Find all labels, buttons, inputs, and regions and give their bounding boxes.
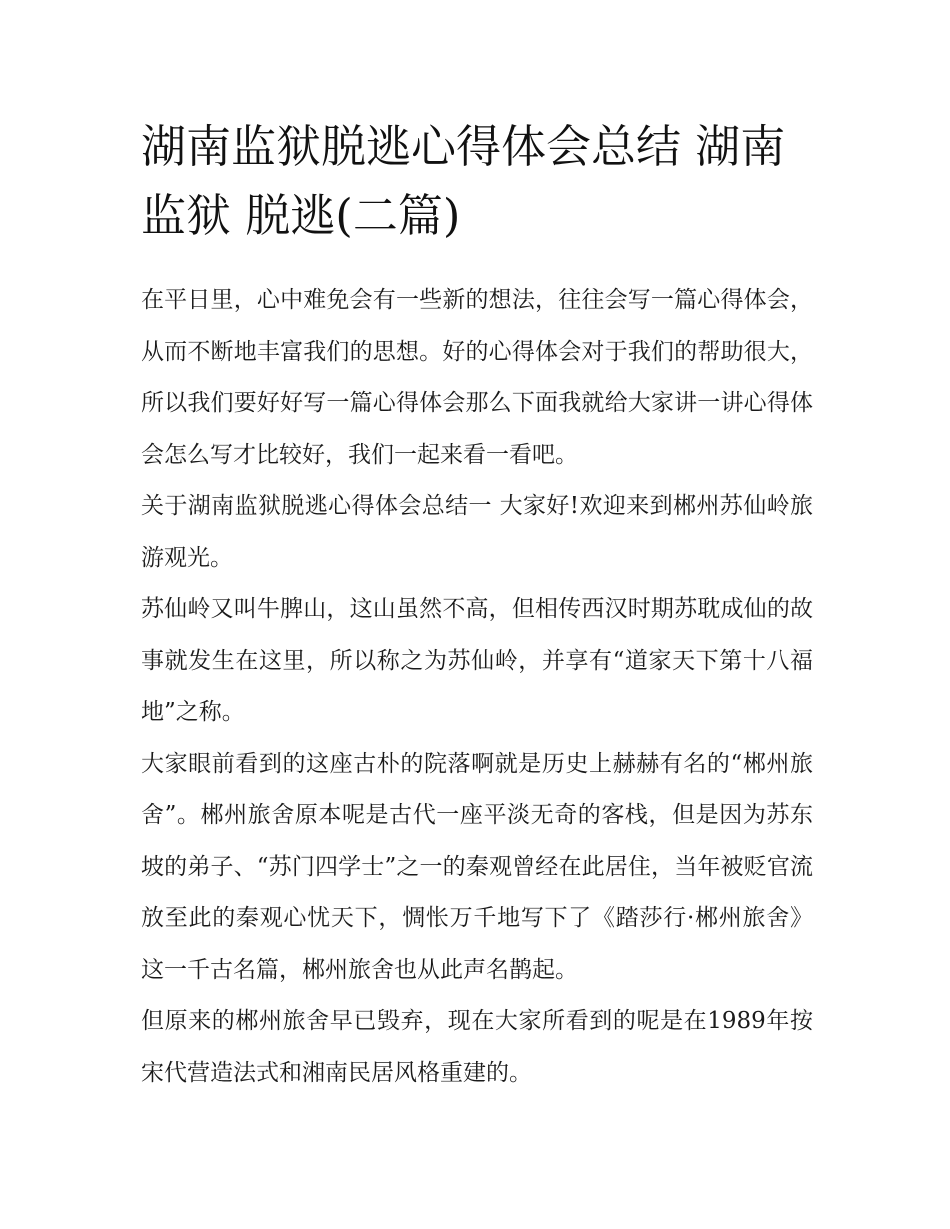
paragraph-welcome: 关于湖南监狱脱逃心得体会总结一 大家好!欢迎来到郴州苏仙岭旅游观光。: [141, 493, 813, 571]
document-title: 湖南监狱脱逃心得体会总结 湖南监狱 脱逃(二篇): [141, 120, 786, 242]
paragraph-rebuild: 但原来的郴州旅舍早已毁弃，现在大家所看到的呢是在1989年按宋代营造法式和湘南民居风格重建的。: [141, 1008, 813, 1086]
paragraph-chenzhou-inn: 大家眼前看到的这座古朴的院落啊就是历史上赫赫有名的“郴州旅舍”。郴州旅舍原本呢是古代一座平淡无奇的客栈，但是因为苏东坡的弟子、“苏门四学士”之一的秦观曾经在此居住，当年被贬官流放至此的秦观心忧天下，惆怅万千地写下了《踏莎行·郴州旅舍》这一千古名篇，郴州旅舍也从此声名鹊起。: [141, 750, 813, 983]
paragraph-suxianling: 苏仙岭又叫牛脾山，这山虽然不高，但相传西汉时期苏耽成仙的故事就发生在这里，所以称之为苏仙岭，并享有“道家天下第十八福地”之称。: [141, 596, 813, 725]
document-body: [141, 275, 813, 1099]
paragraph-intro: 在平日里，心中难免会有一些新的想法，往往会写一篇心得体会，从而不断地丰富我们的思想。好的心得体会对于我们的帮助很大，所以我们要好好写一篇心得体会那么下面我就给大家讲一讲心得体会怎么写才比较好，我们一起来看一看吧。: [141, 287, 813, 468]
